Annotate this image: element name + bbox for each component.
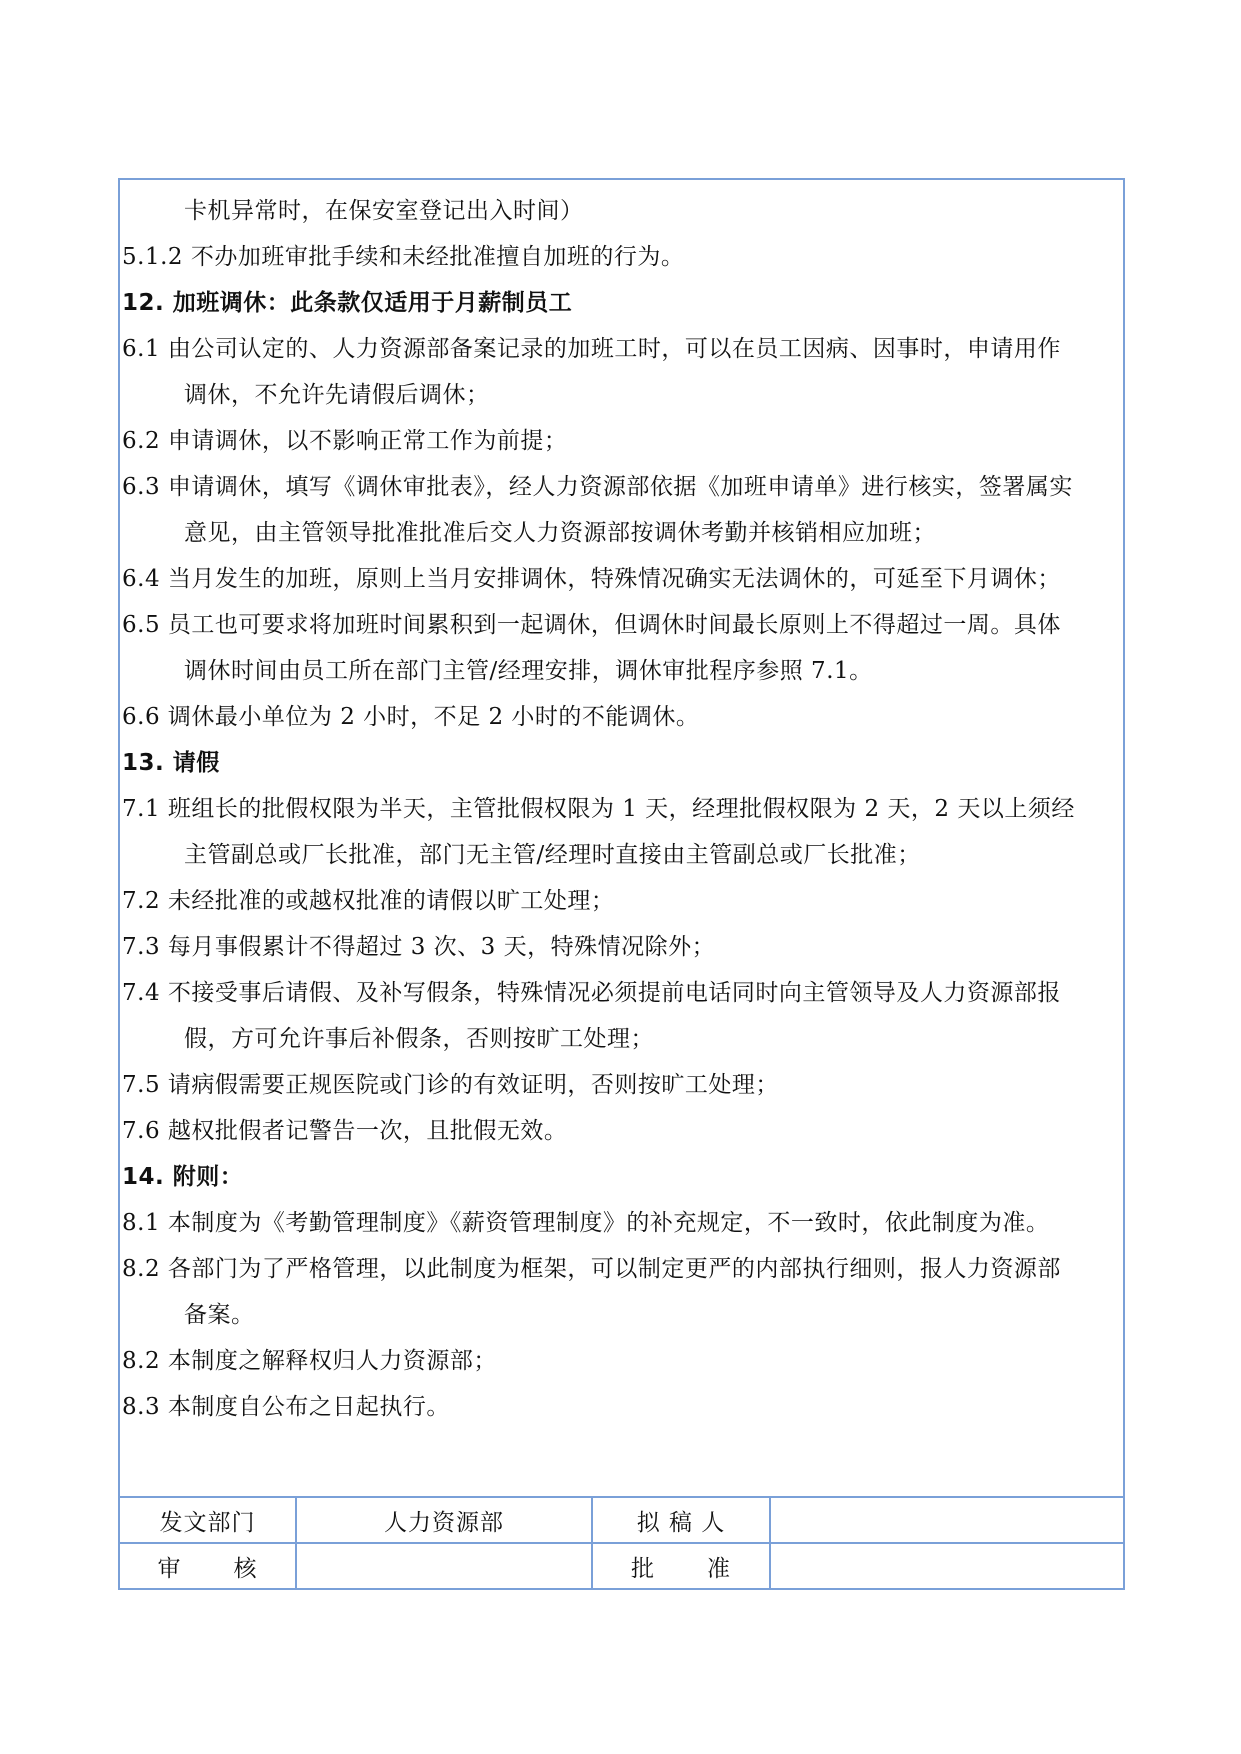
drafter-value <box>770 1497 1123 1543</box>
section-heading: 12. 加班调休：此条款仅适用于月薪制员工 <box>122 290 573 316</box>
text-line: 8.1 本制度为《考勤管理制度》《薪资管理制度》的补充规定，不一致时，依此制度为准。 <box>122 1210 1050 1236</box>
text-line: 主管副总或厂长批准，部门无主管/经理时直接由主管副总或厂长批准； <box>184 842 921 868</box>
approve-value <box>770 1543 1123 1588</box>
section-heading: 14. 附则： <box>122 1164 244 1190</box>
text-line: 7.4 不接受事后请假、及补写假条，特殊情况必须提前电话同时向主管领导及人力资源部报 <box>122 980 1061 1006</box>
text-line: 6.3 申请调休，填写《调休审批表》，经人力资源部依据《加班申请单》进行核实，签署属实 <box>122 474 1073 500</box>
approve-label: 批 准 <box>631 1555 731 1582</box>
text-line: 6.4 当月发生的加班，原则上当月安排调休，特殊情况确实无法调休的，可延至下月调休； <box>122 566 1061 592</box>
text-line: 6.1 由公司认定的、人力资源部备案记录的加班工时，可以在员工因病、因事时，申请用作 <box>122 336 1061 362</box>
dept-label: 发文部门 <box>120 1497 296 1543</box>
text-line: 8.2 本制度之解释权归人力资源部； <box>122 1348 497 1374</box>
text-line: 8.2 各部门为了严格管理，以此制度为框架，可以制定更严的内部执行细则，报人力资源部 <box>122 1256 1061 1282</box>
text-line: 8.3 本制度自公布之日起执行。 <box>122 1394 450 1420</box>
text-line: 7.1 班组长的批假权限为半天，主管批假权限为 1 天，经理批假权限为 2 天，2 天以上须经 <box>122 796 1075 822</box>
approve-label-cell <box>592 1543 770 1588</box>
text-line: 6.6 调休最小单位为 2 小时，不足 2 小时的不能调休。 <box>122 704 700 730</box>
document-body <box>122 188 1122 1430</box>
section-heading: 13. 请假 <box>122 750 220 776</box>
text-line: 6.5 员工也可要求将加班时间累积到一起调休，但调休时间最长原则上不得超过一周。具体 <box>122 612 1061 638</box>
text-line: 意见，由主管领导批准批准后交人力资源部按调休考勤并核销相应加班； <box>184 520 936 546</box>
text-line: 6.2 申请调休，以不影响正常工作为前提； <box>122 428 568 454</box>
text-line: 7.3 每月事假累计不得超过 3 次、3 天，特殊情况除外； <box>122 934 716 960</box>
text-line: 卡机异常时，在保安室登记出入时间） <box>184 198 584 224</box>
drafter-label: 拟 稿 人 <box>592 1497 770 1543</box>
review-label: 审 核 <box>157 1555 258 1582</box>
signoff-table <box>120 1496 1123 1588</box>
signoff-row <box>120 1497 1123 1543</box>
text-line: 7.6 越权批假者记警告一次，且批假无效。 <box>122 1118 568 1144</box>
review-value <box>296 1543 592 1588</box>
text-line: 假，方可允许事后补假条，否则按旷工处理； <box>184 1026 654 1052</box>
dept-value: 人力资源部 <box>296 1497 592 1543</box>
text-line: 备案。 <box>184 1302 255 1328</box>
signoff-row <box>120 1543 1123 1588</box>
text-line: 调休，不允许先请假后调休； <box>184 382 490 408</box>
text-line: 7.5 请病假需要正规医院或门诊的有效证明，否则按旷工处理； <box>122 1072 779 1098</box>
text-line: 7.2 未经批准的或越权批准的请假以旷工处理； <box>122 888 615 914</box>
text-line: 5.1.2 不办加班审批手续和未经批准擅自加班的行为。 <box>122 244 685 270</box>
text-line: 调休时间由员工所在部门主管/经理安排，调休审批程序参照 7.1。 <box>184 658 873 684</box>
review-label-cell <box>120 1543 296 1588</box>
